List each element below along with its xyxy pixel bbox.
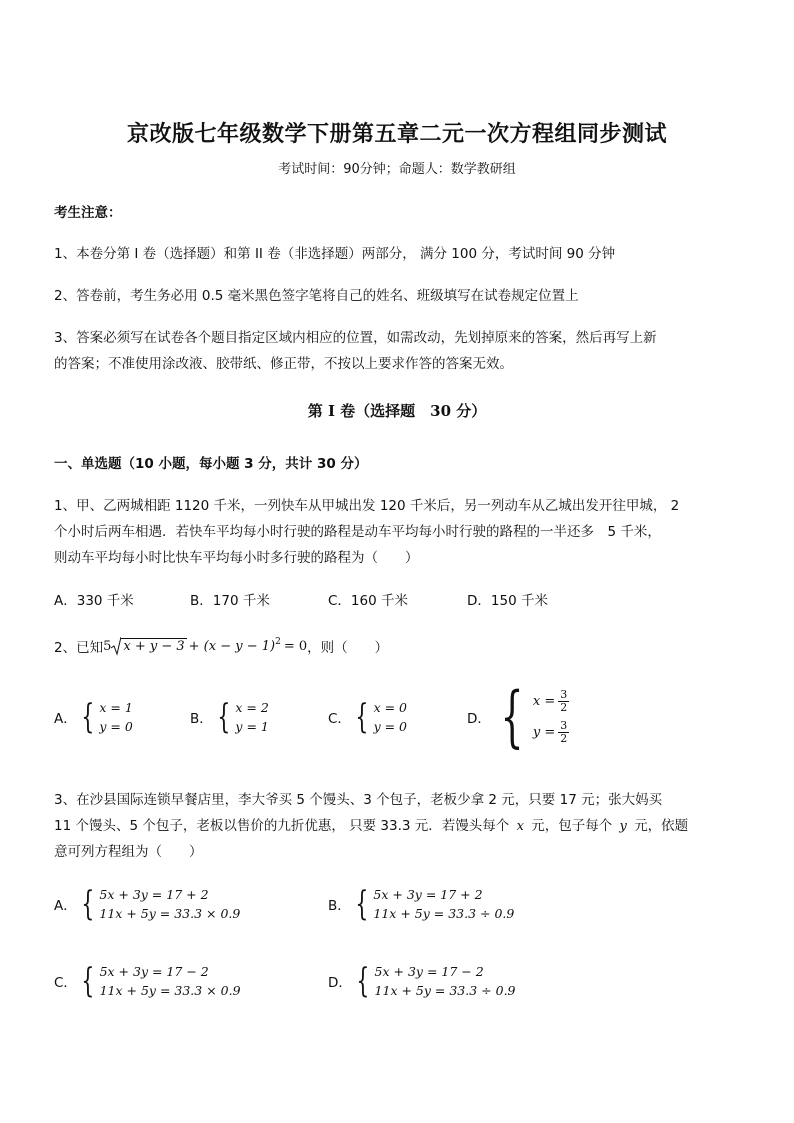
equation-line: x = 0 xyxy=(373,700,408,715)
question-2-text xyxy=(54,636,388,656)
q2-plus-term: + (x − y − 1) xyxy=(188,638,276,654)
exam-info: 考试时间：90分钟；命题人：数学教研组 xyxy=(278,162,516,177)
equation-var: x = xyxy=(532,693,556,709)
equation-line: 5x + 3y = 17 + 2 xyxy=(373,887,483,902)
equation-line: y = 0 xyxy=(373,719,408,734)
equation-line: y = 0 xyxy=(99,719,133,734)
question-1-text: 则动车平均每小时比快车平均每小时多行驶的路程为（ ） xyxy=(54,550,419,566)
option-label: D． xyxy=(467,711,491,727)
q1-option-c[interactable]: C．160 千米 xyxy=(328,593,408,609)
equation-line: y = 1 xyxy=(235,719,269,734)
brace-icon: { xyxy=(217,697,231,737)
q2-option-a[interactable] xyxy=(54,697,133,737)
q2-equals: = 0 xyxy=(283,638,308,654)
q2-prefix: 2、已知 xyxy=(54,640,104,656)
brace-icon: { xyxy=(355,884,369,924)
equation-line: x = 2 xyxy=(235,700,269,715)
q2-suffix: ，则（ ） xyxy=(307,640,389,656)
brace-icon: { xyxy=(500,678,524,755)
equation-line: x = 1 xyxy=(99,700,133,715)
q3-option-a[interactable] xyxy=(54,884,241,924)
equation-line: 5x + 3y = 17 − 2 xyxy=(374,964,484,979)
question-3-text: 意可列方程组为（ ） xyxy=(54,844,203,860)
q2-option-b[interactable] xyxy=(190,697,269,737)
notice-heading: 考生注意： xyxy=(54,205,122,221)
equation-line: 11x + 5y = 33.3 × 0.9 xyxy=(99,983,241,998)
q3-option-c[interactable] xyxy=(54,961,241,1001)
part-heading: 一、单选题（10 小题，每小题 3 分，共计 30 分） xyxy=(54,456,368,472)
fraction-numerator: 3 xyxy=(560,687,568,701)
brace-icon: { xyxy=(355,697,369,737)
equation-line: 11x + 5y = 33.3 ÷ 0.9 xyxy=(374,983,516,998)
q2-radicand: x + y − 3 xyxy=(123,639,185,654)
equation-line: 11x + 5y = 33.3 ÷ 0.9 xyxy=(373,906,515,921)
question-1-text: 个小时后两车相遇．若快车平均每小时行驶的路程是动车平均每小时行驶的路程的一半还多 5 千米， xyxy=(54,524,661,540)
var-x: x xyxy=(516,819,524,834)
brace-icon: { xyxy=(81,961,95,1001)
option-label: B． xyxy=(328,898,351,914)
option-label: A． xyxy=(54,898,77,914)
question-3-text xyxy=(54,814,688,834)
q3-option-d[interactable] xyxy=(328,961,516,1001)
q2-exponent: 2 xyxy=(275,637,281,647)
fraction-numerator: 3 xyxy=(560,719,568,732)
q2-coef: 5 xyxy=(103,638,112,654)
notice-item: 的答案；不准使用涂改液、胶带纸、修正带，不按以上要求作答的答案无效。 xyxy=(54,356,513,372)
q1-option-a[interactable]: A．330 千米 xyxy=(54,593,134,609)
brace-icon: { xyxy=(356,961,370,1001)
fraction-denominator: 2 xyxy=(560,732,568,746)
brace-icon: { xyxy=(81,697,95,737)
equation-line: 5x + 3y = 17 − 2 xyxy=(99,964,209,979)
equation-var: y = xyxy=(532,725,556,741)
var-y: y xyxy=(619,819,627,834)
option-label: B． xyxy=(190,711,213,727)
option-label: C． xyxy=(328,711,351,727)
brace-icon: { xyxy=(81,884,95,924)
q1-option-b[interactable]: B．170 千米 xyxy=(190,593,270,609)
notice-item: 2、答卷前，考生务必用 0.5 毫米黑色签字笔将自己的姓名、班级填写在试卷规定位置上 xyxy=(54,288,579,304)
notice-item: 1、本卷分第 I 卷（选择题）和第 II 卷（非选择题）两部分， 满分 100 分，考试时间 90 分钟 xyxy=(54,246,616,262)
option-label: D． xyxy=(328,975,352,991)
fraction-denominator: 2 xyxy=(560,700,568,714)
option-label: A． xyxy=(54,711,77,727)
notice-item: 3、答案必须写在试卷各个题目指定区域内相应的位置，如需改动，先划掉原来的答案，然后再写上新 xyxy=(54,330,657,346)
equation-line: 5x + 3y = 17 + 2 xyxy=(99,887,209,902)
question-3-text: 3、在沙县国际连锁早餐店里，李大爷买 5 个馒头、3 个包子，老板少拿 2 元，只要 17 元；张大妈买 xyxy=(54,792,663,808)
q3-line2b: 元，包子每个 xyxy=(531,818,613,834)
q2-option-d[interactable] xyxy=(467,678,569,755)
q3-option-b[interactable] xyxy=(328,884,515,924)
page-title: 京改版七年级数学下册第五章二元一次方程组同步测试 xyxy=(126,121,667,147)
question-1-text: 1、甲、乙两城相距 1120 千米，一列快车从甲城出发 120 千米后，另一列动车从乙城出发开往甲城， 2 xyxy=(54,498,680,514)
q3-line2: 11 个馒头、5 个包子，老板以售价的九折优惠， 只要 33.3 元．若馒头每个 xyxy=(54,818,510,834)
q1-option-d[interactable]: D．150 千米 xyxy=(467,593,548,609)
option-label: C． xyxy=(54,975,77,991)
equation-line: 11x + 5y = 33.3 × 0.9 xyxy=(99,906,241,921)
q3-line2c: 元，依题 xyxy=(634,818,689,834)
section-title: 第 I 卷（选择题 30 分） xyxy=(307,402,487,420)
q2-option-c[interactable] xyxy=(328,697,408,737)
radical-sign-icon xyxy=(111,636,121,656)
